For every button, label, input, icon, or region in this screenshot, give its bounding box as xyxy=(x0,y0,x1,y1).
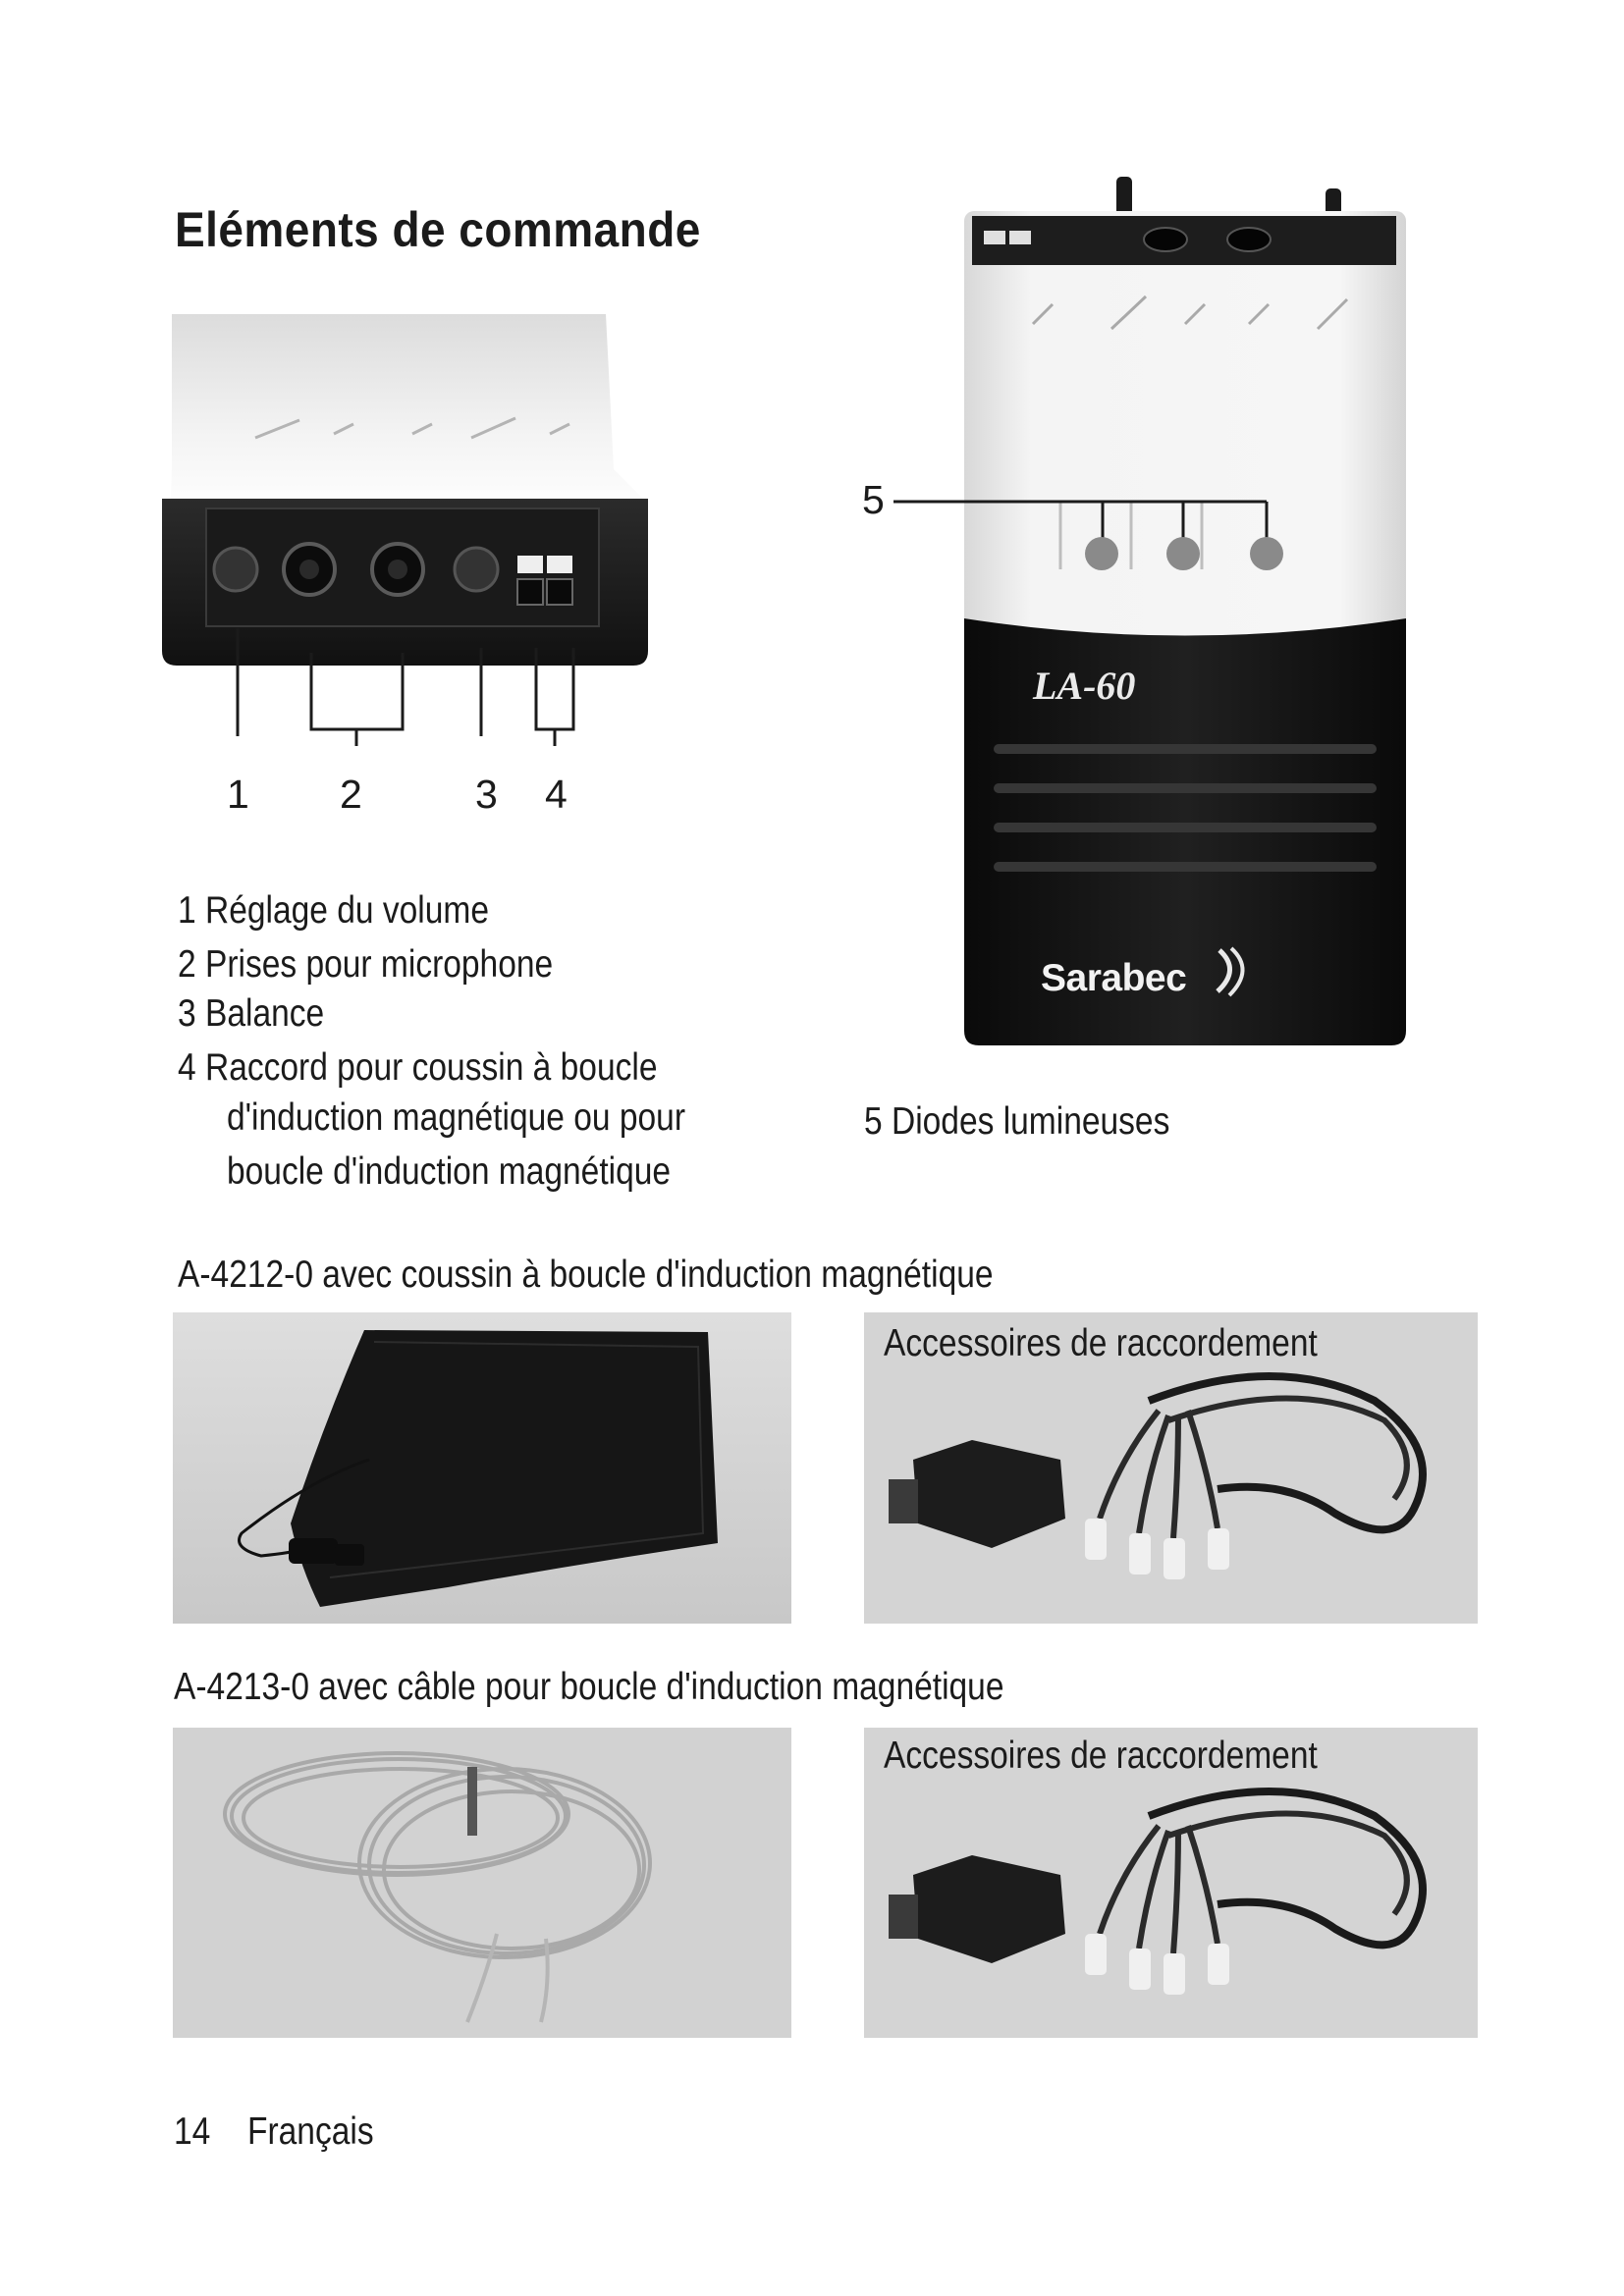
callout-4: 4 xyxy=(545,772,568,817)
list-item-loop-connector-cont2: boucle d'induction magnétique xyxy=(227,1150,672,1193)
callout-3: 3 xyxy=(475,772,498,817)
list-item-volume: 1 Réglage du volume xyxy=(178,889,489,932)
list-item-microphone: 2 Prises pour microphone xyxy=(178,943,554,986)
leds-caption: 5 Diodes lumineuses xyxy=(864,1100,1170,1143)
device-brand-logo: Sarabec xyxy=(1041,957,1187,999)
callout-2: 2 xyxy=(340,772,362,817)
footer-language: Français xyxy=(247,2110,374,2153)
page-title: Eléments de commande xyxy=(175,202,701,257)
list-item-loop-connector-cont1: d'induction magnétique ou pour xyxy=(227,1096,685,1139)
kit1-caption: A-4212-0 avec coussin à boucle d'induction magnétique xyxy=(178,1254,994,1296)
kit1-accessories-label: Accessoires de raccordement xyxy=(884,1322,1318,1364)
led-callout-lines xyxy=(889,486,1301,584)
callout-1: 1 xyxy=(227,772,249,817)
device-top-photo xyxy=(954,177,1416,1050)
induction-loop-cable-photo xyxy=(173,1728,791,2038)
led-indicator-2 xyxy=(1166,537,1200,570)
page-number: 14 xyxy=(174,2110,211,2153)
led-indicator-3 xyxy=(1250,537,1283,570)
kit2-caption: A-4213-0 avec câble pour boucle d'induction magnétique xyxy=(174,1666,1004,1708)
induction-cushion-photo xyxy=(173,1312,791,1624)
device-model-label: LA-60 xyxy=(1033,664,1136,708)
callout-5: 5 xyxy=(862,477,885,522)
list-item-loop-connector: 4 Raccord pour coussin à boucle xyxy=(178,1046,658,1089)
list-item-balance: 3 Balance xyxy=(178,992,325,1035)
led-indicator-1 xyxy=(1085,537,1118,570)
front-callout-lines xyxy=(147,628,599,746)
kit2-accessories-label: Accessoires de raccordement xyxy=(884,1735,1318,1777)
